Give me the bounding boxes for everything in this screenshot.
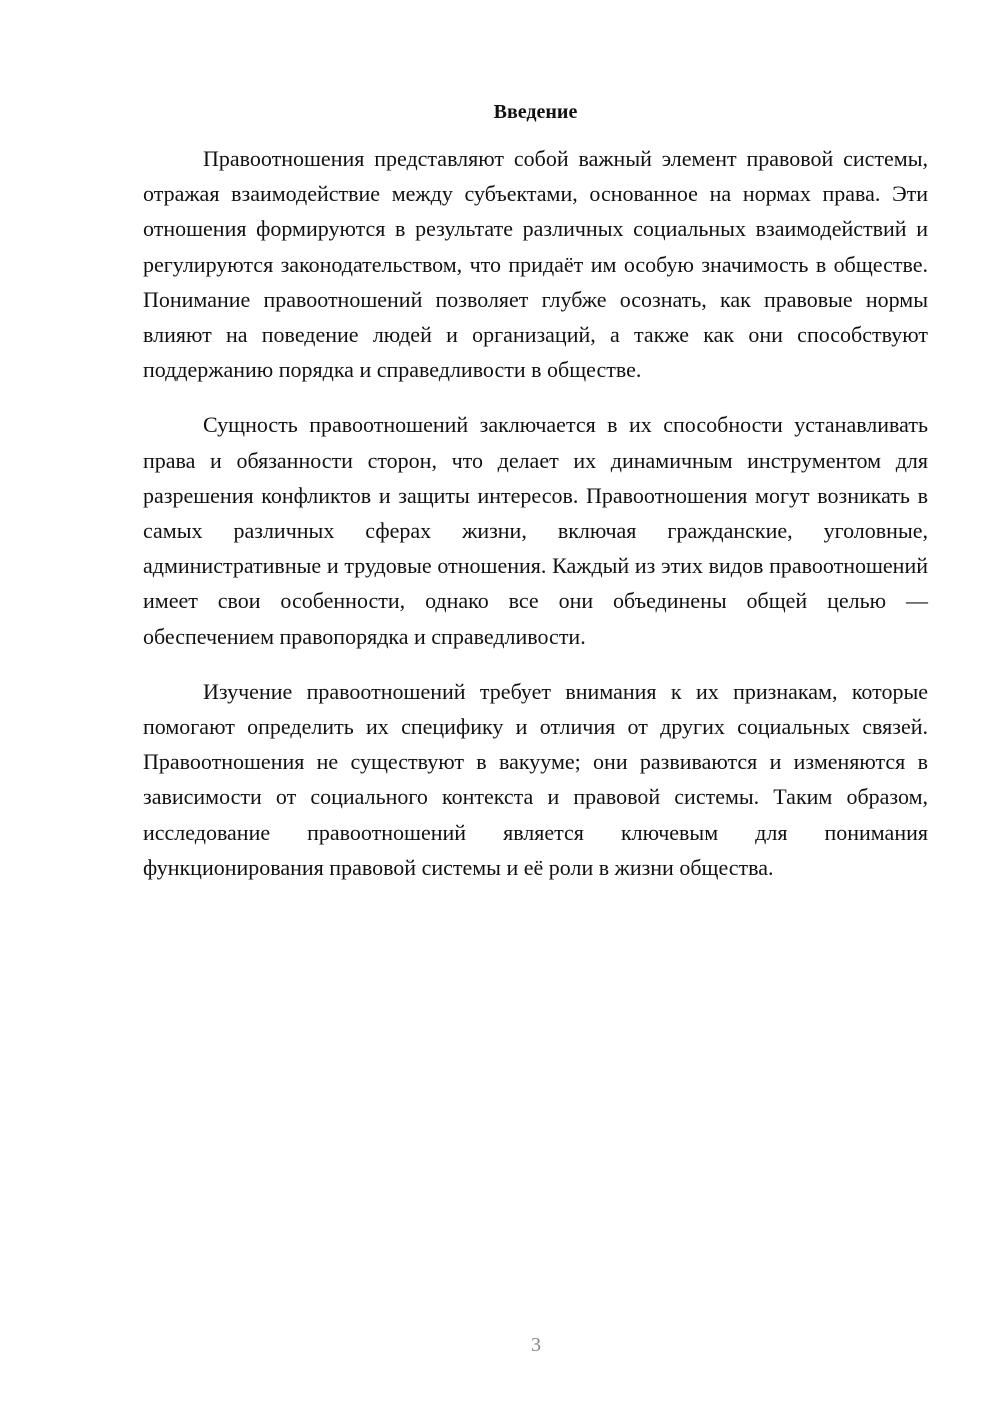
paragraph-3: Изучение правоотношений требует внимания к их признакам, которые помогают определить их специфику и отличия от других социальных связей. Правоотношения не существуют в вакууме; они развиваются и изменяются в зависимости от социального контекста и правовой системы. Таким образом, исследование правоотношений является ключевым для понимания функционирования правовой системы и её роли в жизни общества.: [143, 678, 928, 880]
body-text: [143, 141, 928, 905]
paragraph-1: Правоотношения представляют собой важный элемент правовой системы, отражая взаимодействие между субъектами, основанное на нормах права. Эти отношения формируются в результате различных социальных взаимодействий и регулируются законодательством, что придаёт им особую значимость в обществе. Понимание правоотношений позволяет глубже осознать, как правовые нормы влияют на поведение людей и организаций, а также как они способствуют поддержанию порядка и справедливости в обществе.: [143, 146, 928, 383]
section-heading: Введение: [493, 101, 578, 123]
page-number: 3: [531, 1334, 541, 1356]
paragraph-2: Сущность правоотношений заключается в их способности устанавливать права и обязанности сторон, что делает их динамичным инструментом для разрешения конфликтов и защиты интересов. Правоотношения могут возникать в самых различных сферах жизни, включая гражданские, уголовные, административные и трудовые отношения. Каждый из этих видов правоотношений имеет свои особенности, однако все они объединены общей целью — обеспечением правопорядка и справедливости.: [143, 412, 928, 649]
